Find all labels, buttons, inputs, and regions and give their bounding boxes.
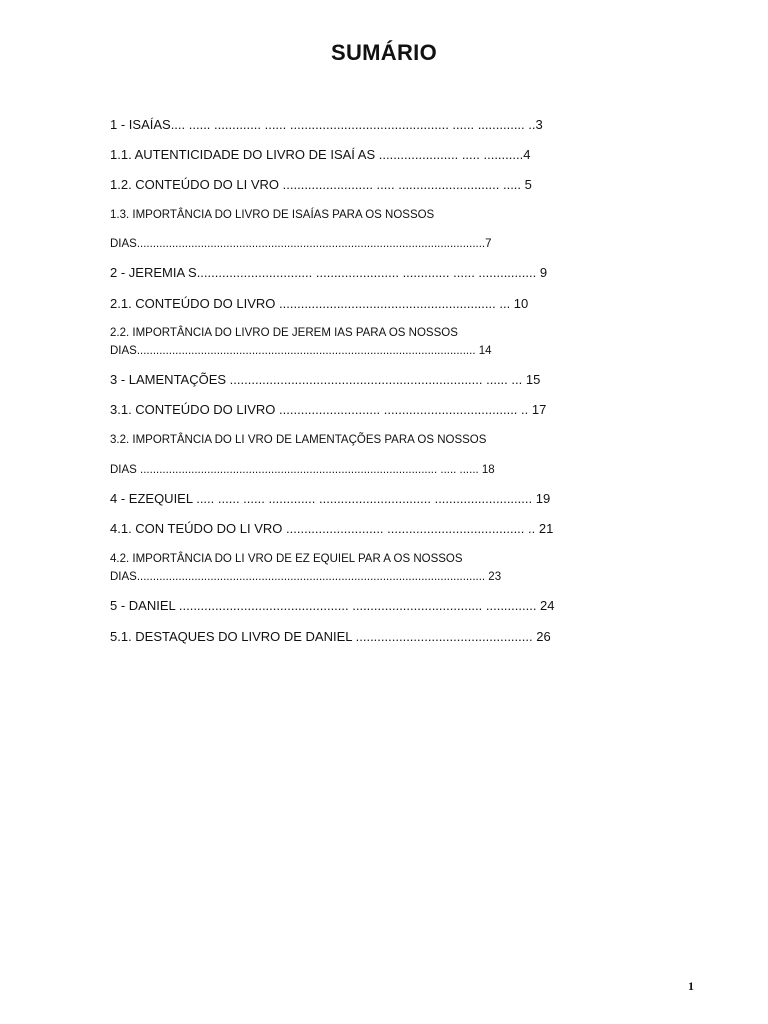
toc-entry-1-3-cont: DIAS.............................................................................................................7 xyxy=(110,238,492,250)
toc-entry-3-1: 3.1. CONTEÚDO DO LIVRO ............................ ..................................... .. 17 xyxy=(110,402,547,417)
toc-entry-5-1: 5.1. DESTAQUES DO LIVRO DE DANIEL ................................................. 26 xyxy=(110,629,551,644)
toc-entry-1-2: 1.2. CONTEÚDO DO LI VRO ......................... ..... ............................ ..... 5 xyxy=(110,177,532,192)
toc-entry-2: 2 - JEREMIA S................................ ....................... ............. ...... ................ 9 xyxy=(110,265,548,280)
toc-entry-2-2: 2.2. IMPORTÂNCIA DO LIVRO DE JEREM IAS PARA OS NOSSOS xyxy=(110,327,458,339)
toc-entry-4-1: 4.1. CON TEÚDO DO LI VRO ........................... ...................................... .. 21 xyxy=(110,521,554,536)
page-number: 1 xyxy=(688,979,694,993)
toc-entry-3: 3 - LAMENTAÇÕES ...................................................................... ...... ... 15 xyxy=(110,372,541,387)
toc-entry-5: 5 - DANIEL ............................................... .................................... .............. 24 xyxy=(110,598,555,613)
toc-entry-2-1: 2.1. CONTEÚDO DO LIVRO ............................................................ ... 10 xyxy=(110,296,529,311)
toc-entry-3-2: 3.2. IMPORTÂNCIA DO LI VRO DE LAMENTAÇÕES PARA OS NOSSOS xyxy=(110,434,487,446)
toc-entry-4: 4 - EZEQUIEL ..... ...... ...... ............. ............................... ........................... 19 xyxy=(110,491,551,506)
toc-entry-1: 1 - ISAÍAS.... ...... ............. ...... ............................................ ...... ............. ..3 xyxy=(110,117,543,132)
toc-entry-3-2-cont: DIAS ............................................................................................. ..... ...... 18 xyxy=(110,464,495,476)
toc-entry-2-2-cont: DIAS.......................................................................................................... 14 xyxy=(110,345,492,357)
toc-entry-4-2-cont: DIAS............................................................................................................. 23 xyxy=(110,571,502,583)
page-title: SUMÁRIO xyxy=(331,40,437,65)
toc-entry-1-3: 1.3. IMPORTÂNCIA DO LIVRO DE ISAÍAS PARA OS NOSSOS xyxy=(110,209,435,221)
toc-entry-1-1: 1.1. AUTENTICIDADE DO LIVRO DE ISAÍ AS ...................... ..... ...........4 xyxy=(110,147,531,162)
toc-entry-4-2: 4.2. IMPORTÂNCIA DO LI VRO DE EZ EQUIEL PAR A OS NOSSOS xyxy=(110,553,463,565)
